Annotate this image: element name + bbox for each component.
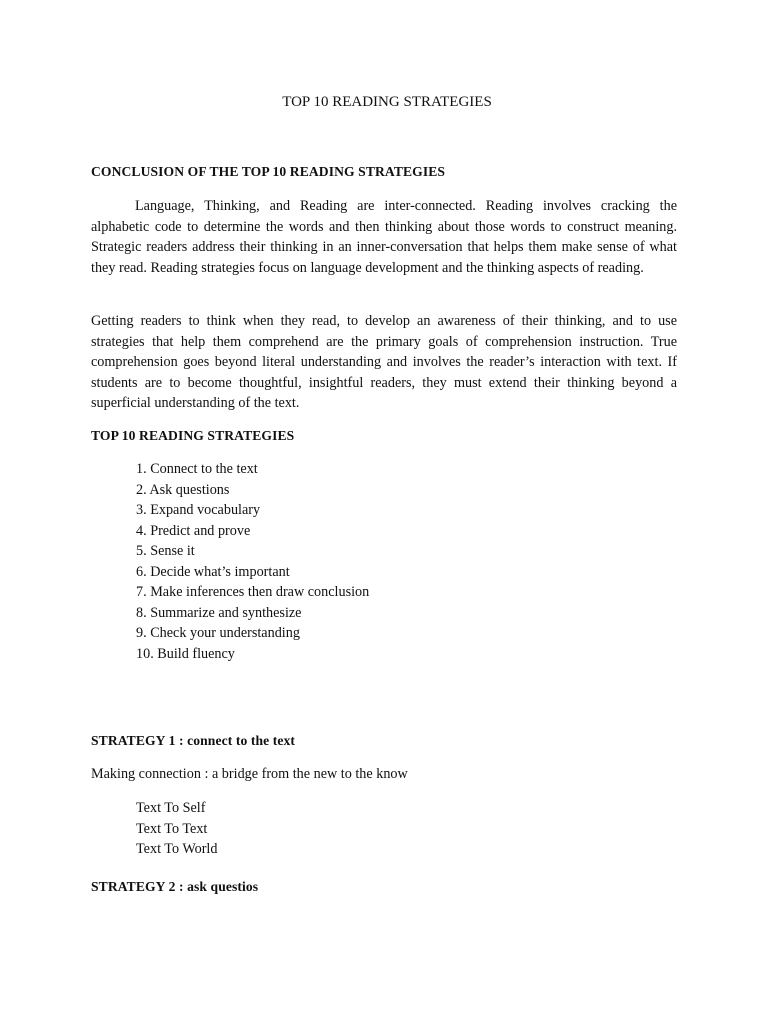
strategy-2-heading [91,879,258,895]
paragraph-goals: Getting readers to think when they read, to develop an awareness of their thinking, and to use strategies that help them comprehend are the primary goals of comprehension instruction. True comprehension goes beyond literal understanding and involves the reader’s interaction with text. If students are to become thoughtful, insightful readers, they must extend their thinking beyond a superficial understanding of the text. [91,313,677,411]
strategy-1-intro: Making connection : a bridge from the new to the know [91,766,408,782]
list-item: 5. Sense it [136,543,195,559]
list-item: 6. Decide what’s important [136,563,290,580]
list-item: 9. Check your understanding [136,625,300,641]
strategies-list [136,459,369,664]
strategy-1-label: STRATEGY 1 : [91,733,188,748]
strategy-1-name: connect to the text [187,733,296,748]
document-title: TOP 10 READING STRATEGIES [282,94,492,110]
strategy-2-label: STRATEGY 2 : [91,879,188,894]
list-item: 4. Predict and prove [136,522,251,539]
list-item: 8. Summarize and synthesize [136,604,302,621]
strategy-1-heading [91,733,295,749]
strategies-list-heading: TOP 10 READING STRATEGIES [91,428,295,443]
list-item: 3. Expand vocabulary [136,502,261,518]
list-item: Text To Text [136,820,208,837]
conclusion-heading: CONCLUSION OF THE TOP 10 READING STRATEGIES [91,164,446,179]
connections-list [136,798,217,860]
list-item: Text To Self [136,800,206,816]
paragraph-intro: Language, Thinking, and Reading are inter-connected. Reading involves cracking the alphabetic code to determine the words and then thinking about those words to construct meaning. Strategic readers address their thinking in an inner-conversation that helps them make sense of what they read. Reading strategies focus on language development and the thinking aspects of reading. [91,198,677,276]
strategy-2-name: ask questios [187,879,259,894]
list-item: 10. Build fluency [136,645,235,662]
list-item: 7. Make inferences then draw conclusion [136,584,370,600]
list-item: 2. Ask questions [136,481,230,498]
list-item: Text To World [136,841,218,857]
list-item: 1. Connect to the text [136,461,258,477]
